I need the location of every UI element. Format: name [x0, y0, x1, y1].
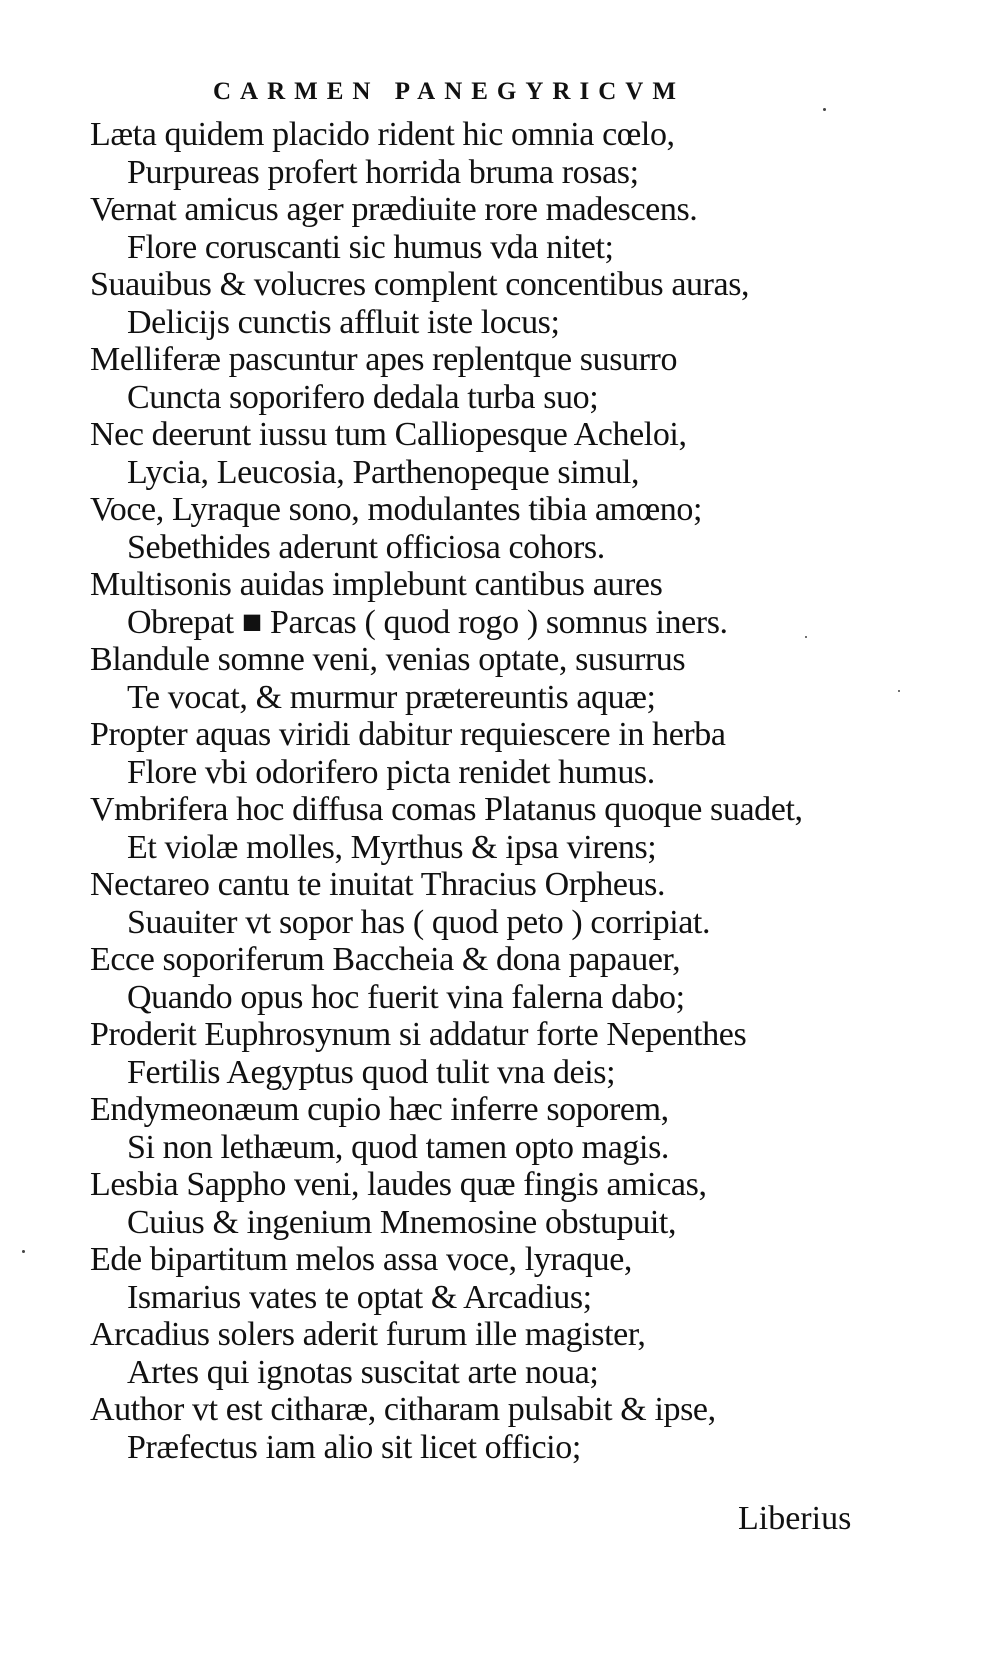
- verse-line: Flore vbi odorifero picta renidet humus.: [127, 753, 655, 791]
- verse-line: Arcadius solers aderit furum ille magister,: [90, 1316, 646, 1353]
- verse-line: Si non lethæum, quod tamen opto magis.: [127, 1128, 669, 1166]
- verse-line: Lesbia Sappho veni, laudes quæ fingis amicas,: [90, 1166, 707, 1203]
- verse-line: Nectareo cantu te inuitat Thracius Orpheus.: [90, 866, 666, 903]
- verse-line: Sebethides aderunt officiosa cohors.: [127, 528, 605, 566]
- verse-line: Obrepat ■ Parcas ( quod rogo ) somnus iners.: [127, 603, 728, 641]
- verse-line: Delicijs cunctis affluit iste locus;: [127, 303, 560, 341]
- verse-line: Quando opus hoc fuerit vina falerna dabo;: [127, 978, 685, 1016]
- ink-speck: [898, 690, 900, 692]
- catchword: Liberius: [738, 1500, 852, 1537]
- running-head: CARMEN PANEGYRICVM: [213, 78, 685, 105]
- verse-line: Author vt est citharæ, citharam pulsabit & ipse,: [90, 1391, 716, 1428]
- verse-line: Blandule somne veni, venias optate, susurrus: [90, 641, 686, 678]
- verse-line: Voce, Lyraque sono, modulantes tibia amœno;: [90, 491, 702, 528]
- verse-line: Artes qui ignotas suscitat arte noua;: [127, 1353, 599, 1391]
- ink-speck: [805, 636, 807, 638]
- verse-line: Suauiter vt sopor has ( quod peto ) corripiat.: [127, 903, 711, 941]
- verse-line: Vmbrifera hoc diffusa comas Platanus quoque suadet,: [90, 791, 803, 828]
- verse-line: Cuncta soporifero dedala turba suo;: [127, 378, 599, 416]
- verse-line: Præfectus iam alio sit licet officio;: [127, 1428, 581, 1466]
- verse-line: Propter aquas viridi dabitur requiescere in herba: [90, 716, 726, 753]
- verse-block: [0, 116, 1000, 1466]
- verse-line: Purpureas profert horrida bruma rosas;: [127, 153, 639, 191]
- verse-line: Multisonis auidas implebunt cantibus aures: [90, 566, 663, 603]
- verse-line: Suauibus & volucres complent concentibus auras,: [90, 266, 750, 303]
- verse-line: Ede bipartitum melos assa voce, lyraque,: [90, 1241, 632, 1278]
- verse-line: Melliferæ pascuntur apes replentque susurro: [90, 341, 678, 378]
- verse-line: Lycia, Leucosia, Parthenopeque simul,: [127, 453, 640, 491]
- verse-line: Et violæ molles, Myrthus & ipsa virens;: [127, 828, 657, 866]
- ink-speck: [22, 1250, 25, 1253]
- verse-line: Læta quidem placido rident hic omnia cœlo,: [90, 116, 675, 153]
- ink-speck: [823, 108, 826, 111]
- verse-line: Ecce soporiferum Baccheia & dona papauer,: [90, 941, 681, 978]
- verse-line: Fertilis Aegyptus quod tulit vna deis;: [127, 1053, 616, 1091]
- verse-line: Nec deerunt iussu tum Calliopesque Acheloi,: [90, 416, 687, 453]
- verse-line: Flore coruscanti sic humus vda nitet;: [127, 228, 614, 266]
- verse-line: Cuius & ingenium Mnemosine obstupuit,: [127, 1203, 677, 1241]
- verse-line: Endymeonæum cupio hæc inferre soporem,: [90, 1091, 669, 1128]
- verse-line: Ismarius vates te optat & Arcadius;: [127, 1278, 592, 1316]
- verse-line: Vernat amicus ager prædiuite rore madescens.: [90, 191, 698, 228]
- verse-line: Te vocat, & murmur prætereuntis aquæ;: [127, 678, 656, 716]
- verse-line: Proderit Euphrosynum si addatur forte Nepenthes: [90, 1016, 747, 1053]
